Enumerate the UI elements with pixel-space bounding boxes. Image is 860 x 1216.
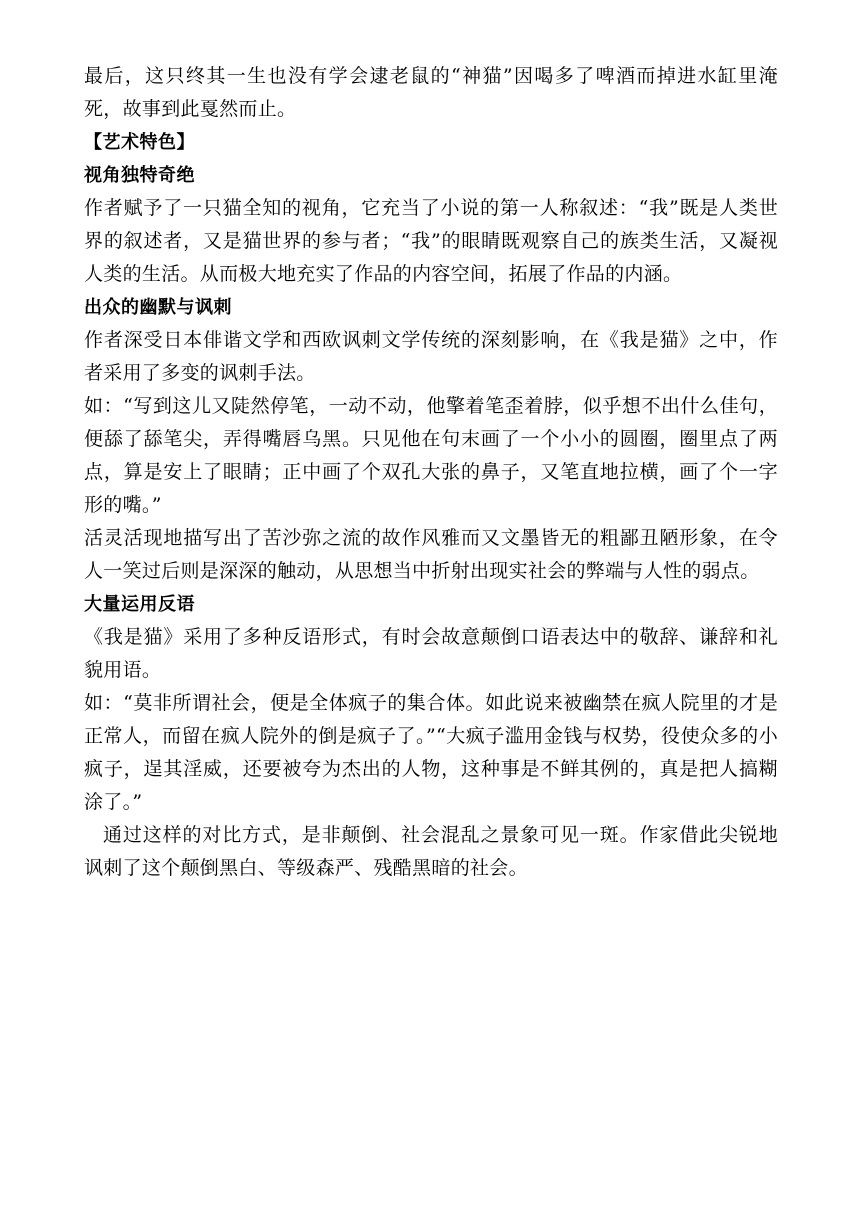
intro-paragraph: 最后，这只终其一生也没有学会逮老鼠的“神猫”因喝多了啤酒而掉进水缸里淹死，故事到此戛然而止。 [84,65,778,120]
subheading-humor-satire: 出众的幽默与讽刺 [84,297,232,318]
paragraph-satire-example: 如：“写到这儿又陡然停笔，一动不动，他擎着笔歪着脖，似乎想不出什么佳句，便舔了舔笔尖，弄得嘴唇乌黑。只见他在句末画了一个小小的圆圈，圈里点了两点，算是安上了眼睛；正中画了个双孔大张的鼻子，又笔直地拉横，画了个一字形的嘴。” [84,395,778,516]
paragraph-satire-analysis: 活灵活现地描写出了苦沙弥之流的故作风雅而又文墨皆无的粗鄙丑陋形象，在令人一笑过后则是深深的触动，从思想当中折射出现实社会的弊端与人性的弱点。 [84,527,778,582]
subheading-irony: 大量运用反语 [84,594,195,615]
section-heading: 【艺术特色】 [84,132,195,153]
paragraph-irony-intro: 《我是猫》采用了多种反语形式，有时会故意颠倒口语表达中的敬辞、谦辞和礼貌用语。 [84,626,778,681]
paragraph-conclusion: 通过这样的对比方式，是非颠倒、社会混乱之景象可见一斑。作家借此尖锐地讽刺了这个颠倒黑白、等级森严、残酷黑暗的社会。 [84,824,778,879]
document-body [84,60,778,885]
paragraph-irony-example: 如：“莫非所谓社会，便是全体疯子的集合体。如此说来被幽禁在疯人院里的才是正常人，而留在疯人院外的倒是疯子了。”“大疯子滥用金钱与权势，役使众多的小疯子，逞其淫威，还要被夸为杰出的人物，这种事是不鲜其例的，真是把人搞糊涂了。” [84,692,778,813]
subheading-perspective: 视角独特奇绝 [84,165,195,186]
paragraph-satire-intro: 作者深受日本俳谐文学和西欧讽刺文学传统的深刻影响，在《我是猫》之中，作者采用了多变的讽刺手法。 [84,329,778,384]
paragraph-perspective: 作者赋予了一只猫全知的视角，它充当了小说的第一人称叙述：“我”既是人类世界的叙述者，又是猫世界的参与者；“我”的眼睛既观察自己的族类生活，又凝视人类的生活。从而极大地充实了作品的内容空间，拓展了作品的内涵。 [84,197,778,285]
